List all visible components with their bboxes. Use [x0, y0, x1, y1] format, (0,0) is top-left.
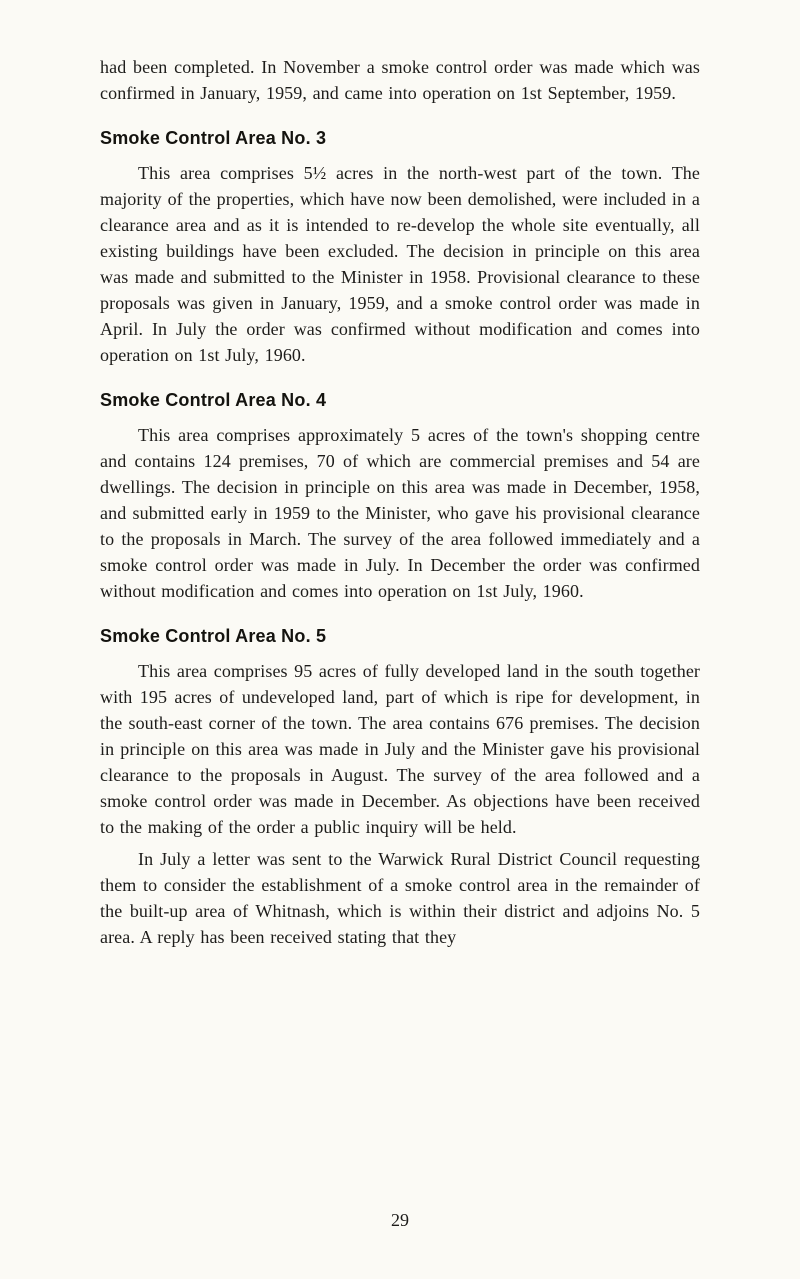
section-paragraph: This area comprises 5½ acres in the north-west part of the town. The majority of the properties, which have now been demolished, were included in a clearance area and as it is intended to re-develop the whole site eventually, all existing buildings have been excluded. The decision in principle on this area was made and submitted to the Minister in 1958. Provisional clearance to these proposals was given in January, 1959, and a smoke control order was made in April. In July the order was confirmed without modification and comes into operation on 1st July, 1960. [100, 163, 700, 365]
section-paragraph: This area comprises approximately 5 acres of the town's shopping centre and contains 124 premises, 70 of which are commercial premises and 54 are dwellings. The decision in principle on this area was made in December, 1958, and submitted early in 1959 to the Minister, who gave his provisional clearance to the proposals in March. The survey of the area followed immediately and a smoke control order was made in July. In December the order was confirmed without modification and comes into operation on 1st July, 1960. [100, 425, 700, 601]
section-smoke-control-area-4 [100, 388, 700, 604]
section-heading-area-5: Smoke Control Area No. 5 [100, 626, 327, 646]
section-smoke-control-area-5 [100, 624, 700, 950]
continuation-paragraph: had been completed. In November a smoke control order was made which was confirmed in January, 1959, and came into operation on 1st September, 1959. [100, 57, 700, 103]
section-paragraph: This area comprises 95 acres of fully developed land in the south together with 195 acres of undeveloped land, part of which is ripe for development, in the south-east corner of the town. The area contains 676 premises. The decision in principle on this area was made in July and the Minister gave his provisional clearance to the proposals in August. The survey of the area followed and a smoke control order was made in December. As objections have been received to the making of the order a public inquiry will be held. [100, 661, 700, 837]
section-paragraph: In July a letter was sent to the Warwick Rural District Council requesting them to consider the establishment of a smoke control area in the remainder of the built-up area of Whitnash, which is within their district and adjoins No. 5 area. A reply has been received stating that they [100, 849, 700, 947]
section-heading-area-4: Smoke Control Area No. 4 [100, 390, 327, 410]
page-number: 29 [391, 1210, 409, 1230]
section-smoke-control-area-3 [100, 126, 700, 368]
page-body [100, 54, 700, 950]
section-heading-area-3: Smoke Control Area No. 3 [100, 128, 327, 148]
